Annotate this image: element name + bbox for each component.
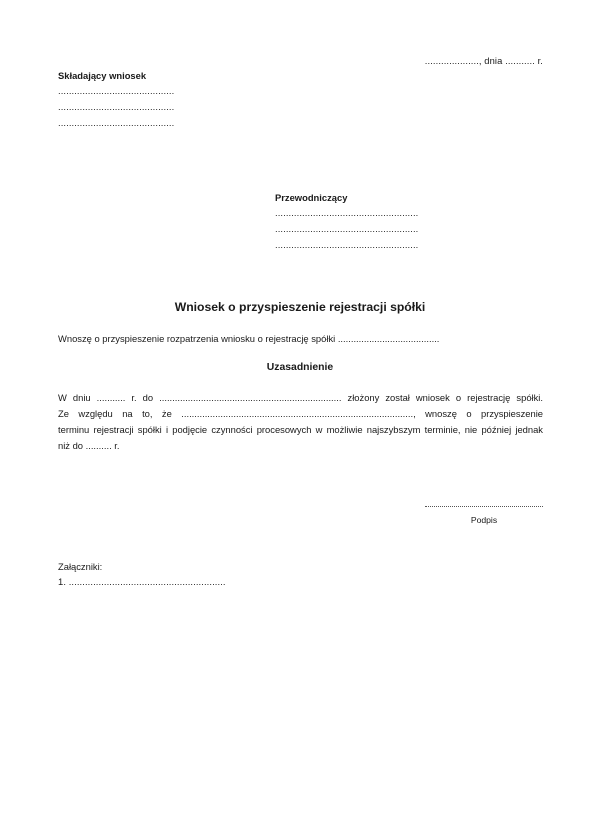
attachments-label: Załączniki: (58, 561, 103, 572)
chairman-label: Przewodniczący (275, 192, 348, 203)
request-line: Wnoszę o przyspieszenie rozpatrzenia wniosku o rejestrację spółki ....................................... (58, 333, 440, 344)
attachments-block (58, 559, 226, 589)
chairman-line-2: ..................................................... (275, 222, 419, 234)
applicant-line-3: ........................................... (58, 116, 175, 128)
applicant-label: Składający wniosek (58, 70, 147, 81)
body-line-1: W dniu ........... r. do ...................................................................... złożony został wniosek o rejestrację spółki. (58, 392, 543, 403)
chairman-line-1: ..................................................... (275, 206, 419, 218)
justification-body (58, 390, 543, 454)
signature-label: Podpis (470, 515, 498, 525)
body-line-2: Ze względu na to, że ........................................................................................., wnoszę o przyspieszenie (58, 408, 543, 419)
applicant-line-2: ........................................... (58, 100, 175, 112)
body-line-4: niż do .......... r. (58, 440, 120, 451)
justification-heading: Uzasadnienie (266, 362, 334, 373)
document-title: Wniosek o przyspieszenie rejestracji spółki (174, 300, 426, 314)
chairman-block (275, 192, 418, 253)
date-line: ...................., dnia ........... r. (424, 55, 543, 66)
applicant-line-1: ........................................... (58, 84, 175, 96)
attachment-item-1: 1. .......................................................... (58, 576, 226, 587)
chairman-line-3: ..................................................... (275, 238, 419, 250)
signature-line (425, 506, 543, 507)
body-line-3: terminu rejestracji spółki i podjęcie czynności procesowych w możliwie najszybszym terminie, nie później jednak (58, 424, 543, 435)
applicant-block (58, 70, 174, 131)
